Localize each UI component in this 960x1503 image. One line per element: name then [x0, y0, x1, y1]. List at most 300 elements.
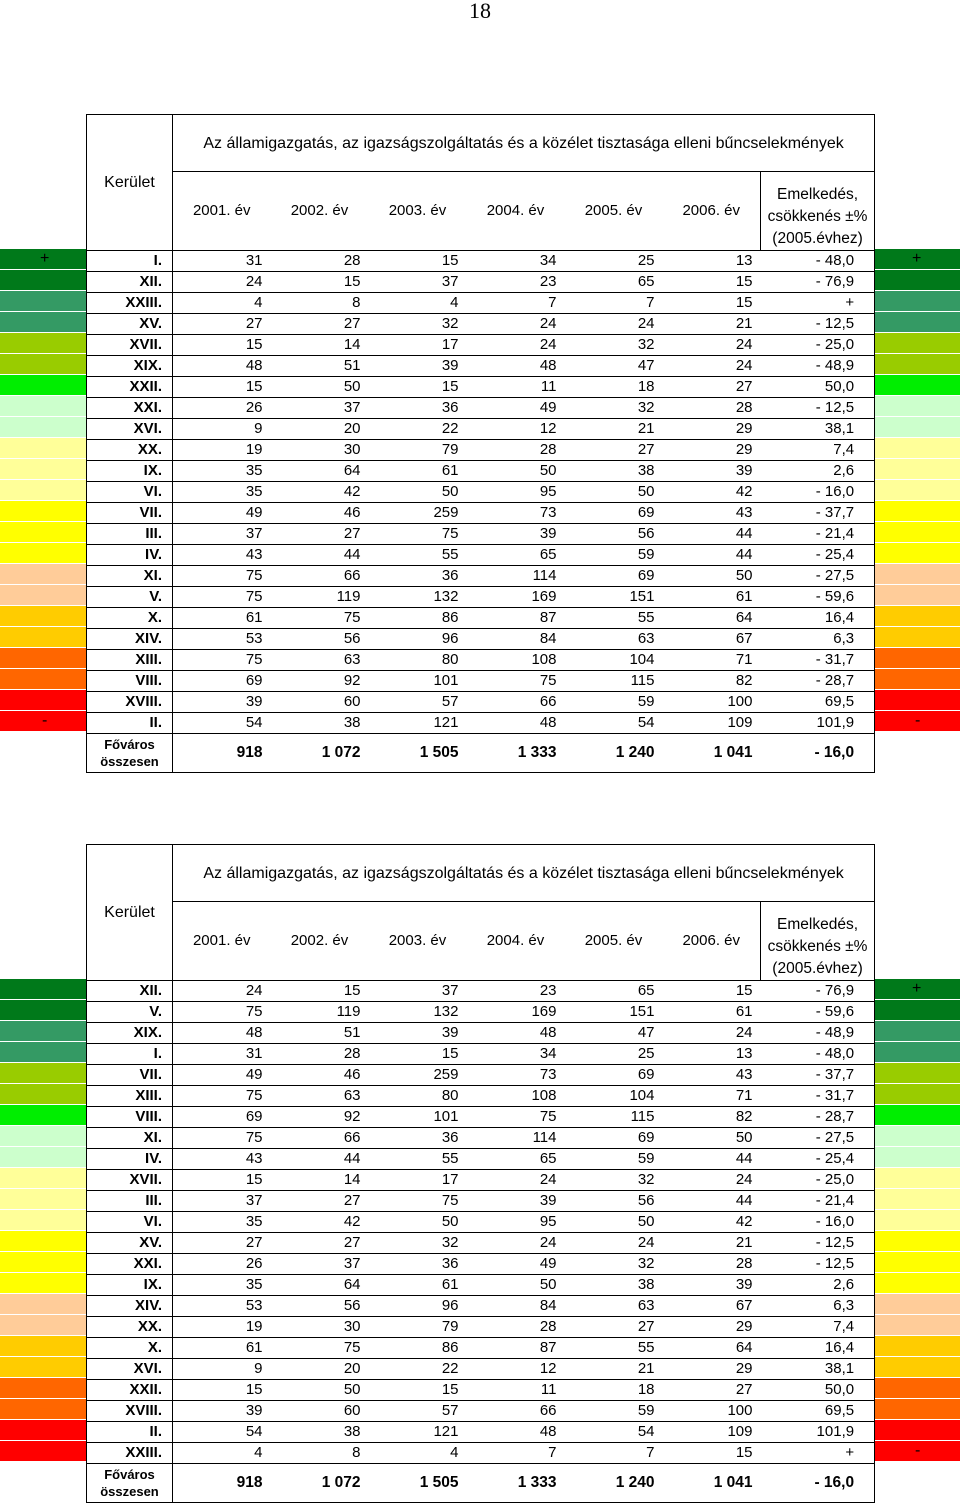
- district-name: XV.: [87, 1233, 173, 1254]
- minus-mark-left: -: [42, 712, 48, 729]
- color-stripe-left: [0, 375, 86, 395]
- year-value: 50: [663, 566, 761, 587]
- table-row: [87, 356, 875, 377]
- year-value: 96: [369, 629, 467, 650]
- color-stripe-right: [874, 1273, 960, 1293]
- year-value: 28: [271, 1044, 369, 1065]
- year-value: 21: [663, 314, 761, 335]
- change-value: - 48,9: [761, 356, 875, 377]
- color-stripe-left: [0, 312, 86, 332]
- year-value: 28: [467, 440, 565, 461]
- year-value: 54: [173, 1422, 271, 1443]
- change-value: 7,4: [761, 440, 875, 461]
- change-value: - 25,4: [761, 545, 875, 566]
- district-name: IV.: [87, 1149, 173, 1170]
- table-row: [87, 1422, 875, 1443]
- year-value: 28: [663, 1254, 761, 1275]
- color-stripe-right: [874, 270, 960, 290]
- district-name: VII.: [87, 503, 173, 524]
- year-value: 15: [663, 981, 761, 1002]
- color-stripe-right: [874, 522, 960, 542]
- year-value: 132: [369, 587, 467, 608]
- year-value: 35: [173, 1212, 271, 1233]
- change-value: 101,9: [761, 713, 875, 734]
- year-value: 24: [663, 1023, 761, 1044]
- year-value: 4: [173, 1443, 271, 1464]
- year-value: 38: [565, 461, 663, 482]
- total-value: 1 240: [565, 1464, 663, 1503]
- minus-mark-right: -: [915, 712, 921, 729]
- table-row: [87, 461, 875, 482]
- year-value: 15: [663, 272, 761, 293]
- header-year: 2001. év: [173, 172, 271, 251]
- color-stripe-right: [874, 690, 960, 710]
- table-row: [87, 272, 875, 293]
- year-value: 27: [173, 1233, 271, 1254]
- header-year: 2005. év: [565, 902, 663, 981]
- table-row: [87, 1359, 875, 1380]
- color-stripe-left: [0, 1042, 86, 1062]
- year-value: 24: [467, 314, 565, 335]
- year-value: 13: [663, 1044, 761, 1065]
- year-value: 61: [663, 1002, 761, 1023]
- change-value: 7,4: [761, 1317, 875, 1338]
- change-value: - 37,7: [761, 1065, 875, 1086]
- color-stripe-right: [874, 459, 960, 479]
- year-value: 63: [565, 1296, 663, 1317]
- year-value: 55: [565, 1338, 663, 1359]
- color-stripe-left: [0, 979, 86, 999]
- color-stripe-right: [874, 1168, 960, 1188]
- year-value: 66: [467, 692, 565, 713]
- year-value: 8: [271, 293, 369, 314]
- color-stripe-right: [874, 1420, 960, 1440]
- change-value: +: [761, 293, 875, 314]
- color-stripe-left: [0, 669, 86, 689]
- table-row: [87, 1254, 875, 1275]
- year-value: 75: [467, 671, 565, 692]
- change-value: - 21,4: [761, 1191, 875, 1212]
- district-name: XIX.: [87, 356, 173, 377]
- color-stripe-left: [0, 1126, 86, 1146]
- year-value: 114: [467, 1128, 565, 1149]
- table-row: [87, 1317, 875, 1338]
- year-value: 67: [663, 1296, 761, 1317]
- year-value: 119: [271, 587, 369, 608]
- year-value: 25: [565, 1044, 663, 1065]
- year-value: 50: [663, 1128, 761, 1149]
- year-value: 27: [271, 1191, 369, 1212]
- year-value: 39: [467, 1191, 565, 1212]
- year-value: 36: [369, 1254, 467, 1275]
- year-value: 19: [173, 1317, 271, 1338]
- year-value: 29: [663, 1317, 761, 1338]
- table-row: [87, 419, 875, 440]
- district-name: XVII.: [87, 335, 173, 356]
- year-value: 63: [271, 650, 369, 671]
- year-value: 49: [173, 1065, 271, 1086]
- year-value: 15: [271, 272, 369, 293]
- year-value: 15: [663, 1443, 761, 1464]
- year-value: 18: [565, 377, 663, 398]
- table-row: [87, 1086, 875, 1107]
- district-name: XVI.: [87, 419, 173, 440]
- year-value: 27: [173, 314, 271, 335]
- table-row: [87, 587, 875, 608]
- year-value: 37: [173, 524, 271, 545]
- table-row: [87, 1212, 875, 1233]
- year-value: 4: [173, 293, 271, 314]
- district-name: XXIII.: [87, 1443, 173, 1464]
- total-value: 1 072: [271, 734, 369, 773]
- year-value: 24: [467, 335, 565, 356]
- year-value: 50: [271, 377, 369, 398]
- color-stripe-left: [0, 354, 86, 374]
- change-value: 38,1: [761, 419, 875, 440]
- district-name: VII.: [87, 1065, 173, 1086]
- header-year: 2004. év: [467, 172, 565, 251]
- year-value: 75: [173, 650, 271, 671]
- color-stripe-left: [0, 1063, 86, 1083]
- year-value: 86: [369, 608, 467, 629]
- year-value: 21: [565, 1359, 663, 1380]
- district-name: VIII.: [87, 1107, 173, 1128]
- year-value: 69: [565, 503, 663, 524]
- district-name: XI.: [87, 566, 173, 587]
- district-name: VI.: [87, 482, 173, 503]
- table-row: [87, 293, 875, 314]
- color-stripe-right: [874, 648, 960, 668]
- color-stripe-right: [874, 1084, 960, 1104]
- total-change: - 16,0: [761, 1464, 875, 1503]
- change-value: - 12,5: [761, 398, 875, 419]
- year-value: 25: [565, 251, 663, 272]
- year-value: 100: [663, 692, 761, 713]
- year-value: 108: [467, 1086, 565, 1107]
- year-value: 19: [173, 440, 271, 461]
- year-value: 48: [467, 713, 565, 734]
- year-value: 43: [173, 545, 271, 566]
- color-stripe-left: [0, 1378, 86, 1398]
- year-value: 132: [369, 1002, 467, 1023]
- year-value: 35: [173, 482, 271, 503]
- color-stripe-right: [874, 1147, 960, 1167]
- color-stripe-right: [874, 417, 960, 437]
- district-name: XIII.: [87, 650, 173, 671]
- header-year: 2003. év: [369, 902, 467, 981]
- table-row: [87, 1128, 875, 1149]
- year-value: 95: [467, 1212, 565, 1233]
- district-name: I.: [87, 251, 173, 272]
- year-value: 28: [467, 1317, 565, 1338]
- year-value: 38: [565, 1275, 663, 1296]
- year-value: 66: [271, 566, 369, 587]
- year-value: 115: [565, 1107, 663, 1128]
- year-value: 59: [565, 545, 663, 566]
- year-value: 51: [271, 1023, 369, 1044]
- year-value: 44: [663, 1149, 761, 1170]
- year-value: 84: [467, 629, 565, 650]
- year-value: 92: [271, 1107, 369, 1128]
- year-value: 259: [369, 1065, 467, 1086]
- change-value: - 27,5: [761, 566, 875, 587]
- change-value: 69,5: [761, 1401, 875, 1422]
- total-value: 918: [173, 734, 271, 773]
- total-value: 1 505: [369, 1464, 467, 1503]
- year-value: 8: [271, 1443, 369, 1464]
- color-stripe-right: [874, 585, 960, 605]
- year-value: 71: [663, 1086, 761, 1107]
- year-value: 11: [467, 1380, 565, 1401]
- year-value: 50: [271, 1380, 369, 1401]
- year-value: 65: [565, 272, 663, 293]
- year-value: 22: [369, 419, 467, 440]
- change-value: 69,5: [761, 692, 875, 713]
- year-value: 61: [369, 461, 467, 482]
- year-value: 44: [663, 545, 761, 566]
- color-stripe-right: [874, 396, 960, 416]
- header-year: 2003. év: [369, 172, 467, 251]
- year-value: 15: [369, 251, 467, 272]
- header-year: 2001. év: [173, 902, 271, 981]
- district-name: IX.: [87, 461, 173, 482]
- statistics-table: [86, 114, 875, 773]
- year-value: 38: [271, 713, 369, 734]
- year-value: 24: [467, 1233, 565, 1254]
- year-value: 69: [173, 671, 271, 692]
- header-change: Emelkedés, csökkenés ±% (2005.évhez): [761, 902, 875, 981]
- year-value: 9: [173, 419, 271, 440]
- color-stripe-right: [874, 564, 960, 584]
- year-value: 30: [271, 440, 369, 461]
- table-row: [87, 1275, 875, 1296]
- year-value: 49: [173, 503, 271, 524]
- year-value: 49: [467, 398, 565, 419]
- change-value: - 16,0: [761, 482, 875, 503]
- year-value: 53: [173, 629, 271, 650]
- table-row: [87, 1296, 875, 1317]
- change-value: 2,6: [761, 461, 875, 482]
- color-stripe-left: [0, 1105, 86, 1125]
- district-name: II.: [87, 1422, 173, 1443]
- change-value: - 37,7: [761, 503, 875, 524]
- district-name: X.: [87, 608, 173, 629]
- year-value: 17: [369, 335, 467, 356]
- year-value: 22: [369, 1359, 467, 1380]
- color-stripe-right: [874, 1126, 960, 1146]
- district-name: XIX.: [87, 1023, 173, 1044]
- header-year: 2006. év: [663, 902, 761, 981]
- color-stripe-left: [0, 1000, 86, 1020]
- color-stripe-right: [874, 438, 960, 458]
- year-value: 32: [369, 1233, 467, 1254]
- color-stripe-left: [0, 627, 86, 647]
- district-name: V.: [87, 587, 173, 608]
- year-value: 32: [369, 314, 467, 335]
- color-stripe-left: [0, 1168, 86, 1188]
- color-stripe-left: [0, 501, 86, 521]
- district-name: XX.: [87, 440, 173, 461]
- year-value: 15: [271, 981, 369, 1002]
- year-value: 60: [271, 692, 369, 713]
- year-value: 14: [271, 1170, 369, 1191]
- header-year: 2005. év: [565, 172, 663, 251]
- change-value: - 31,7: [761, 1086, 875, 1107]
- year-value: 35: [173, 461, 271, 482]
- year-value: 26: [173, 1254, 271, 1275]
- year-value: 39: [467, 524, 565, 545]
- year-value: 169: [467, 1002, 565, 1023]
- year-value: 48: [467, 1422, 565, 1443]
- year-value: 96: [369, 1296, 467, 1317]
- year-value: 64: [271, 1275, 369, 1296]
- total-row: [87, 734, 875, 773]
- year-value: 24: [663, 335, 761, 356]
- color-stripe-left: [0, 543, 86, 563]
- color-stripe-left: [0, 1357, 86, 1377]
- year-value: 7: [467, 1443, 565, 1464]
- statistics-table: [86, 844, 875, 1503]
- year-value: 69: [173, 1107, 271, 1128]
- table-row: [87, 981, 875, 1002]
- year-value: 50: [369, 1212, 467, 1233]
- year-value: 15: [173, 377, 271, 398]
- year-value: 37: [271, 398, 369, 419]
- district-name: X.: [87, 1338, 173, 1359]
- year-value: 38: [271, 1422, 369, 1443]
- year-value: 27: [663, 1380, 761, 1401]
- year-value: 66: [467, 1401, 565, 1422]
- year-value: 57: [369, 692, 467, 713]
- year-value: 44: [271, 1149, 369, 1170]
- year-value: 87: [467, 608, 565, 629]
- table-row: [87, 608, 875, 629]
- table-row: [87, 650, 875, 671]
- year-value: 69: [565, 1128, 663, 1149]
- year-value: 63: [271, 1086, 369, 1107]
- year-value: 24: [173, 981, 271, 1002]
- year-value: 42: [271, 482, 369, 503]
- header-year: 2002. év: [271, 902, 369, 981]
- page-number: 18: [469, 0, 491, 23]
- year-value: 75: [173, 1086, 271, 1107]
- header-kerulet: Kerület: [87, 115, 173, 251]
- year-value: 30: [271, 1317, 369, 1338]
- change-value: 2,6: [761, 1275, 875, 1296]
- year-value: 64: [663, 1338, 761, 1359]
- year-value: 27: [565, 1317, 663, 1338]
- year-value: 73: [467, 1065, 565, 1086]
- color-stripe-left: [0, 1252, 86, 1272]
- year-value: 37: [173, 1191, 271, 1212]
- year-value: 65: [467, 1149, 565, 1170]
- table-row: [87, 377, 875, 398]
- year-value: 39: [369, 356, 467, 377]
- header-kerulet: Kerület: [87, 845, 173, 981]
- year-value: 108: [467, 650, 565, 671]
- change-value: 16,4: [761, 1338, 875, 1359]
- year-value: 7: [565, 1443, 663, 1464]
- color-stripe-left: [0, 690, 86, 710]
- table-row: [87, 713, 875, 734]
- year-value: 39: [663, 1275, 761, 1296]
- table-row: [87, 1149, 875, 1170]
- year-value: 151: [565, 1002, 663, 1023]
- year-value: 56: [565, 524, 663, 545]
- year-value: 23: [467, 272, 565, 293]
- change-value: - 48,0: [761, 1044, 875, 1065]
- district-name: VIII.: [87, 671, 173, 692]
- year-value: 121: [369, 1422, 467, 1443]
- year-value: 119: [271, 1002, 369, 1023]
- year-value: 27: [565, 440, 663, 461]
- color-stripe-left: [0, 291, 86, 311]
- year-value: 101: [369, 671, 467, 692]
- table-row: [87, 1107, 875, 1128]
- year-value: 14: [271, 335, 369, 356]
- year-value: 56: [271, 1296, 369, 1317]
- color-stripe-left: [0, 1084, 86, 1104]
- year-value: 37: [369, 272, 467, 293]
- total-value: 1 041: [663, 734, 761, 773]
- table-row: [87, 503, 875, 524]
- color-stripe-left: [0, 1399, 86, 1419]
- year-value: 50: [467, 461, 565, 482]
- header-year: 2002. év: [271, 172, 369, 251]
- table-row: [87, 1170, 875, 1191]
- year-value: 24: [173, 272, 271, 293]
- year-value: 115: [565, 671, 663, 692]
- color-stripe-left: [0, 1420, 86, 1440]
- color-stripe-right: [874, 1378, 960, 1398]
- year-value: 7: [467, 293, 565, 314]
- year-value: 24: [565, 1233, 663, 1254]
- year-value: 57: [369, 1401, 467, 1422]
- header-year: 2004. év: [467, 902, 565, 981]
- year-value: 59: [565, 1149, 663, 1170]
- color-stripe-left: [0, 1210, 86, 1230]
- table-row: [87, 566, 875, 587]
- table-title: Az államigazgatás, az igazságszolgáltatás és a közélet tisztasága elleni bűncselekmények: [173, 115, 875, 172]
- minus-mark-right: -: [915, 1442, 921, 1459]
- table-row: [87, 692, 875, 713]
- color-stripe-right: [874, 669, 960, 689]
- color-stripe-right: [874, 480, 960, 500]
- district-name: IV.: [87, 545, 173, 566]
- year-value: 42: [663, 1212, 761, 1233]
- year-value: 44: [271, 545, 369, 566]
- color-stripe-right: [874, 312, 960, 332]
- year-value: 60: [271, 1401, 369, 1422]
- year-value: 37: [271, 1254, 369, 1275]
- year-value: 9: [173, 1359, 271, 1380]
- year-value: 48: [173, 1023, 271, 1044]
- change-value: 6,3: [761, 1296, 875, 1317]
- year-value: 36: [369, 398, 467, 419]
- year-value: 75: [173, 1128, 271, 1149]
- year-value: 64: [663, 608, 761, 629]
- year-value: 75: [173, 587, 271, 608]
- year-value: 66: [271, 1128, 369, 1149]
- color-stripe-right: [874, 1336, 960, 1356]
- color-stripe-right: [874, 1231, 960, 1251]
- change-value: - 12,5: [761, 1254, 875, 1275]
- district-name: XIV.: [87, 629, 173, 650]
- year-value: 31: [173, 251, 271, 272]
- year-value: 114: [467, 566, 565, 587]
- year-value: 34: [467, 251, 565, 272]
- change-value: - 59,6: [761, 587, 875, 608]
